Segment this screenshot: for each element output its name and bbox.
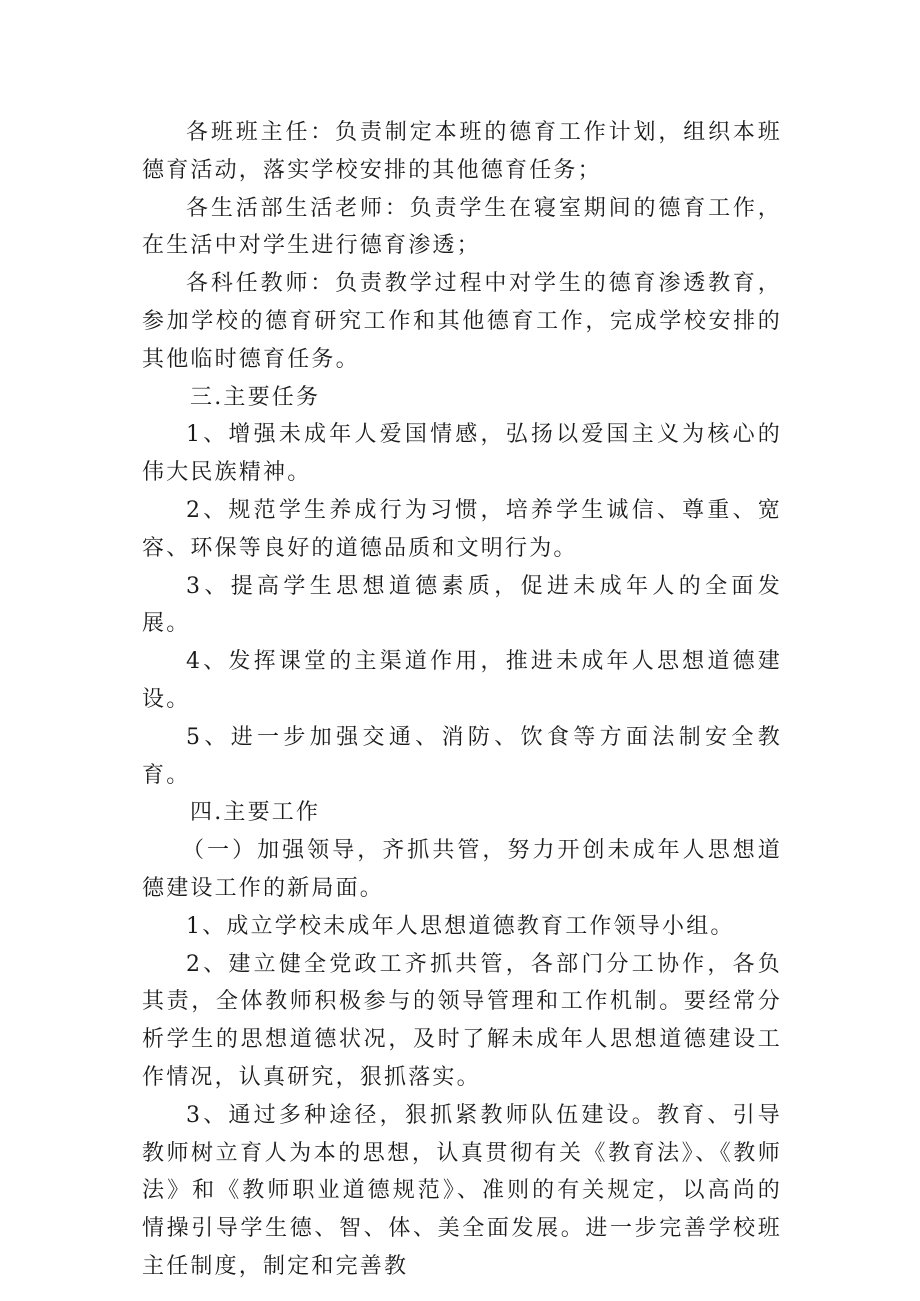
section-heading-main-tasks: 三.主要任务: [190, 384, 321, 410]
work-item-2: 2、建立健全党政工齐抓共管，各部门分工协作，各负其责，全体教师积极参与的领导管理和工作机制。要经常分析学生的思想道德状况，及时了解未成年人思想道德建设工作情况，认真研究，狠抓落实。: [142, 951, 782, 1090]
section-heading-main-work: 四.主要工作: [190, 800, 321, 826]
task-item-5: 5、进一步加强交通、消防、饮食等方面法制安全教育。: [142, 724, 782, 788]
task-item-1: 1、增强未成年人爱国情感，弘扬以爱国主义为核心的伟大民族精神。: [142, 422, 782, 486]
task-item-3: 3、提高学生思想道德素质，促进未成年人的全面发展。: [142, 573, 782, 637]
work-item-1: 1、成立学校未成年人思想道德教育工作领导小组。: [186, 913, 735, 939]
task-item-4: 4、发挥课堂的主渠道作用，推进未成年人思想道德建设。: [142, 649, 782, 712]
subsection-heading-leadership: （一）加强领导，齐抓共管，努力开创未成年人思想道德建设工作的新局面。: [142, 838, 782, 901]
task-item-2: 2、规范学生养成行为习惯，培养学生诚信、尊重、宽容、环保等良好的道德品质和文明行为。: [142, 497, 782, 561]
work-item-3: 3、通过多种途径，狠抓紧教师队伍建设。教育、引导教师树立育人为本的思想，认真贯彻有关《教育法》、《教师法》和《教师职业道德规范》、准则的有关规定，以高尚的情操引导学生德、智、体、美全面发展。进一步完善学校班主任制度，制定和完善教: [142, 1102, 782, 1279]
document-body: [142, 114, 782, 1286]
paragraph-class-teacher: 各班班主任：负责制定本班的德育工作计划，组织本班德育活动，落实学校安排的其他德育任务；: [142, 120, 782, 183]
paragraph-dorm-teacher: 各生活部生活老师：负责学生在寝室期间的德育工作，在生活中对学生进行德育渗透；: [142, 195, 782, 259]
paragraph-subject-teacher: 各科任教师：负责教学过程中对学生的德育渗透教育，参加学校的德育研究工作和其他德育工作，完成学校安排的其他临时德育任务。: [142, 271, 782, 372]
